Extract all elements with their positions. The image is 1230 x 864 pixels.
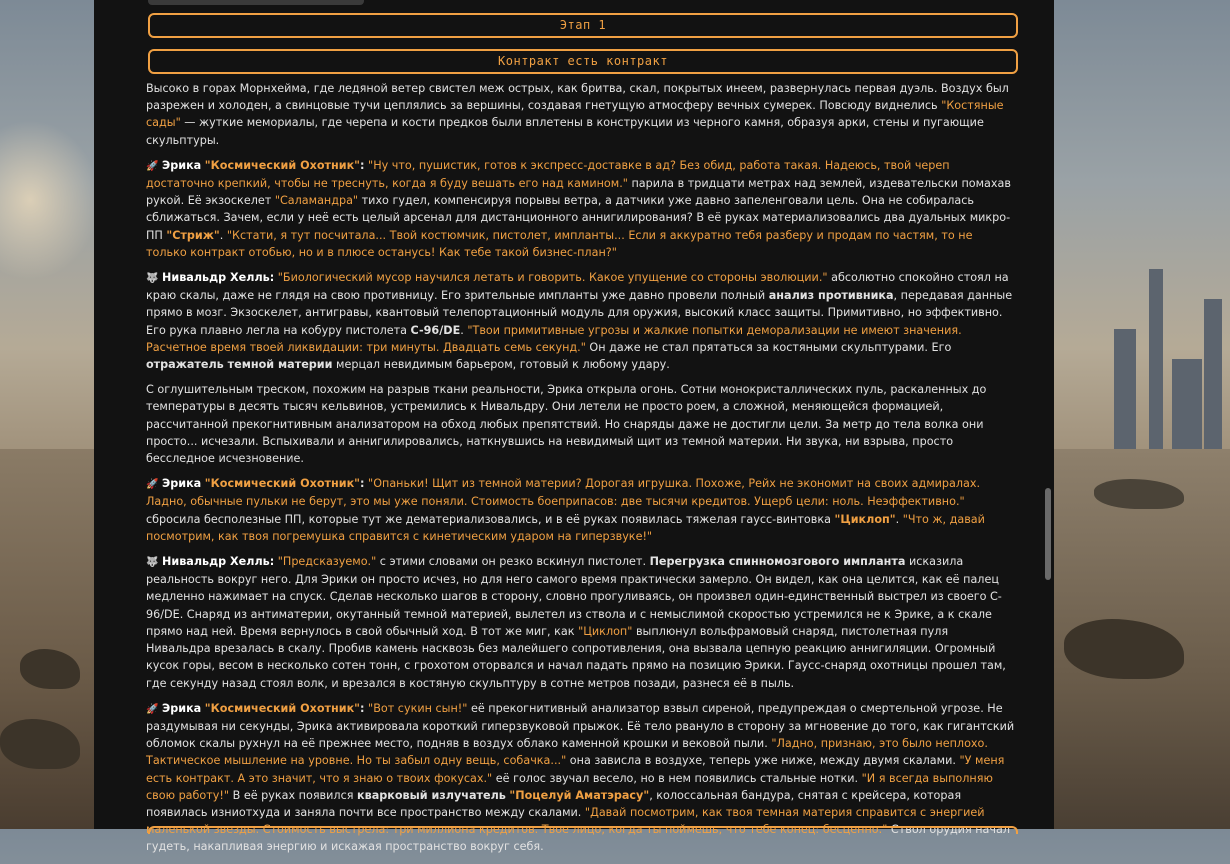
background-spire bbox=[1204, 299, 1222, 469]
next-section-edge bbox=[148, 826, 1018, 834]
narration: её голос звучал весело, но в нем появились стальные нотки. bbox=[492, 771, 859, 785]
narration: её прекогнитивный анализатор взвыл сиреной, предупреждая о смертельной угрозе. Не раздумывая ни секунды, Эрика активировала короткий гиперзвуковой прыжок. Её тело рвануло в сторону за мгновение до того, как гигантский обломок скалы рухнул на её прежнее место, подняв в воздух облако каменной крошки и вековой пыли. bbox=[146, 701, 1015, 751]
narration: мерцал невидимым барьером, готовый к любому удару. bbox=[332, 358, 670, 372]
rocket-icon: 🚀 bbox=[146, 160, 159, 172]
wolf-icon: 🐺 bbox=[146, 557, 159, 569]
narration: парила в тридцати метрах над землей, издевательски помахав рукой. Её экзоскелет bbox=[146, 177, 1011, 208]
speaker-name: Нивальдр Хелль: bbox=[162, 555, 275, 569]
story-paragraph bbox=[146, 80, 1016, 149]
background-sun-glow bbox=[0, 120, 100, 280]
speaker-title: "Космический Охотник" bbox=[204, 477, 361, 491]
speaker-colon: : bbox=[360, 701, 365, 715]
narration: с этими словами он резко вскинул пистолет. bbox=[376, 555, 650, 569]
story-paragraph bbox=[146, 553, 1016, 692]
highlight-term: "Саламандра" bbox=[274, 194, 359, 208]
speaker-name: Эрика bbox=[162, 701, 202, 715]
dialogue-quote: "Предсказуемо." bbox=[274, 555, 377, 569]
speaker-title: "Космический Охотник" bbox=[204, 158, 361, 172]
narration: Высоко в горах Морнхейма, где ледяной ветер свистел меж острых, как бритва, скал, покрытых инеем, развернулась первая дуэль. Воздух был разрежен и холоден, а свинцовые тучи цеплялись за вершины, создавая гнетущую атмосферу вечных сумерек. Повсюду виднелись bbox=[146, 82, 1009, 113]
narration: Он даже не стал прятаться за костяными скульптурами. Его bbox=[585, 340, 952, 354]
bold-term: C-96/DE bbox=[410, 323, 461, 337]
rocket-icon: 🚀 bbox=[146, 703, 159, 715]
dialogue-quote: "Ладно, признаю, это было неплохо. Тактическое мышление на уровне. Но ты забыл одну вещь, собачка..." bbox=[146, 737, 988, 768]
scrollbar-thumb[interactable] bbox=[1045, 488, 1051, 580]
narration: исказила реальность вокруг него. Для Эрики он просто исчез, но для него самого время практически замерло. Он видел, как она целится, как её палец медленно нажимает на спуск. Сделав несколько шагов в сторону, словно прогуливаясь, он произвел один-единственный выстрел из своего C-96/DE. Снаряд из антиматерии, окутанный темной материей, вылетел из ствола и с немыслимой скоростью устремился не к Эрике, а к скале прямо над ней. Время вернулось в свой обычный ход. В тот же миг, как bbox=[146, 555, 1002, 638]
narration: В её руках появился bbox=[229, 788, 358, 802]
highlight-term: "Циклоп" bbox=[834, 512, 896, 526]
narration: . bbox=[460, 323, 464, 337]
highlight-term: "Циклоп" bbox=[578, 624, 633, 638]
dialogue-quote: "Опаньки! Щит из темной материи? Дорогая игрушка. Похоже, Рейх не экономит на своих адмиралах. Ладно, обычные пульки не берут, это мы уже поняли. Стоимость боеприпасов: две тысячи кредитов. Ущерб цели: ноль. Неэффективно." bbox=[146, 477, 981, 509]
story-paragraph bbox=[146, 157, 1016, 261]
narration: тихо гудел, компенсируя порывы ветра, а датчики уже давно запеленговали цель. Она не собиралась сближаться. Зачем, если у неё есть целый арсенал для дистанционного аннигилирования? В её руках материализовались два дуальных микро-ПП bbox=[146, 194, 1011, 242]
narration: сбросила бесполезные ПП, которые тут же дематериализовались, и в её руках появилась тяжелая гаусс-винтовка bbox=[146, 512, 835, 526]
dialogue-quote: "Что ж, давай посмотрим, как твоя погремушка справится с кинетическим ударом на гиперзвуке!" bbox=[146, 512, 985, 543]
dialogue-quote: "Кстати, я тут посчитала... Твой костюмчик, пистолет, импланты... Если я аккуратно тебя разберу и продам по частям, то не только контракт отобью, но и в плюсе останусь! Как тебе такой бизнес-план?" bbox=[146, 228, 973, 259]
bold-term: анализ противника bbox=[768, 289, 894, 303]
narration: выплюнул вольфрамовый снаряд, пистолетная пуля Нивальдра врезалась в скалу. Пробив камень насквозь без малейшего сопротивления, она вызвала цепную реакцию аннигиляции. Огромный кусок горы, весом в несколько сотен тонн, с грохотом оторвался и начал падать прямо на позицию Эрики. Гаусс-снаряд охотницы прошел там, где секунду назад стоял волк, и врезался в костяную скульптуру в сотне метров позади, разнеся её в пыль. bbox=[146, 624, 1006, 690]
speaker-colon: : bbox=[360, 477, 365, 491]
wolf-icon: 🐺 bbox=[146, 273, 159, 285]
narration: , колоссальная бандура, снятая с крейсера, которая появилась изниотхуда и заняла почти все пространство между скалами. bbox=[146, 788, 962, 819]
dialogue-quote: "Давай посмотрим, как твоя темная материя справится с энергией маленькой звезды. Стоимость выстрела: три миллиона кредитов. Твое лицо, когда ты поймешь, что тебе конец: бесценно." bbox=[146, 805, 985, 837]
speaker-colon: : bbox=[360, 158, 365, 172]
background-ground-left bbox=[0, 449, 94, 829]
narration: С оглушительным треском, похожим на разрыв ткани реальности, Эрика открыла огонь. Сотни монокристаллических пуль, раскаленных до температуры в десять тысяч кельвинов, устремились к Нивальдру. Они летели не просто роем, а сложной, меняющейся формацией, рассчитанной прекогнитивным анализатором на обход любых препятствий. Но снаряды даже не достигли цели. За метр до тела волка они просто... исчезали. Вспыхивали и аннигилировались, наткнувшись на невидимый щит из темной материи. Ни звука, ни взрыва, просто бесследное исчезновение. bbox=[146, 383, 987, 466]
dialogue-quote: "И я всегда выполняю свою работу!" bbox=[146, 771, 993, 802]
contract-title: Контракт есть контракт bbox=[148, 49, 1018, 74]
narration: — жуткие мемориалы, где черепа и кости предков были вплетены в конструкции из черного камня, образуя арки, стены и пугающие скульптуры. bbox=[146, 116, 984, 147]
dialogue-quote: "Твои примитивные угрозы и жалкие попытки деморализации не имеют значения. Расчетное время твоей ликвидации: три минуты. Двадцать семь секунд." bbox=[146, 323, 962, 354]
rocket-icon: 🚀 bbox=[146, 479, 159, 491]
dialogue-quote: "Ну что, пушистик, готов к экспресс-доставке в ад? Без обид, работа такая. Надеюсь, твой череп достаточно крепкий, чтобы не треснуть, когда я буду вешать его над камином." bbox=[146, 158, 950, 191]
dialogue-quote: "У меня есть контракт. А это значит, что я знаю о твоих фокусах." bbox=[146, 754, 1005, 785]
bold-term: отражатель темной материи bbox=[146, 358, 333, 372]
speaker-name: Эрика bbox=[162, 477, 202, 491]
bold-term: Перегрузка спинномозгового импланта bbox=[649, 555, 906, 569]
narration: Ствол орудия начал гудеть, накапливая энергию и искажая пространство вокруг себя. bbox=[146, 823, 1011, 854]
story-text bbox=[146, 80, 1016, 864]
highlight-term: "Стриж" bbox=[166, 228, 220, 242]
story-paragraph bbox=[146, 269, 1016, 373]
speaker-name: Нивальдр Хелль: bbox=[162, 271, 275, 285]
narration: она зависла в воздухе, теперь уже ниже, между двумя скалами. bbox=[566, 754, 956, 768]
speaker-title: "Космический Охотник" bbox=[204, 701, 361, 715]
highlight-term: "Костяные сады" bbox=[146, 99, 1004, 130]
story-paragraph bbox=[146, 381, 1016, 467]
narration: , передавая данные прямо в мозг. Экзоскелет, антигравы, квантовый телепортационный модуль для оружия, высокий класс защиты. Примитивно, но эффективно. Его рука плавно легла на кобуру пистолета bbox=[146, 289, 1013, 337]
dialogue-quote: "Биологический мусор научился летать и говорить. Какое упущение со стороны эволюции." bbox=[274, 271, 828, 285]
narration: . bbox=[219, 228, 224, 242]
highlight-term: "Поцелуй Аматэрасу" bbox=[509, 788, 650, 802]
stage-title: Этап 1 bbox=[148, 13, 1018, 38]
dialogue-quote: "Вот сукин сын!" bbox=[364, 701, 468, 715]
bold-term: кварковый излучатель bbox=[357, 788, 506, 802]
background-spire bbox=[1114, 329, 1136, 469]
background-spire bbox=[1149, 269, 1163, 469]
background-spires bbox=[1054, 0, 1230, 829]
narration: абсолютно спокойно стоял на краю скалы, даже не глядя на свою противницу. Его зрительные импланты уже давно провели полный bbox=[146, 271, 1009, 303]
story-panel bbox=[94, 0, 1054, 854]
speaker-name: Эрика bbox=[162, 158, 202, 172]
previous-section-edge bbox=[148, 0, 364, 5]
narration: . bbox=[895, 512, 900, 526]
story-paragraph bbox=[146, 475, 1016, 545]
